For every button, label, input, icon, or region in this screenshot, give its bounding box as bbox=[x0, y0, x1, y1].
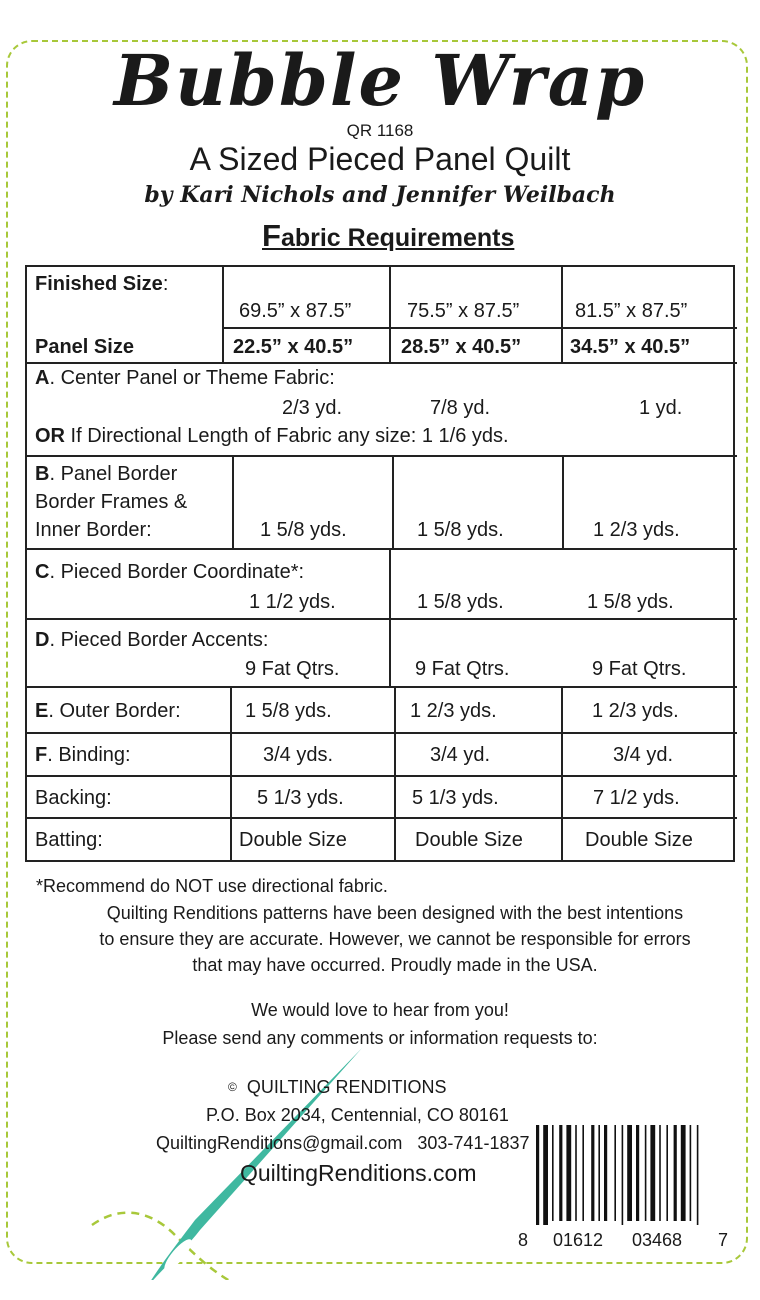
barcode-bar bbox=[582, 1125, 584, 1221]
batting-label: Batting: bbox=[35, 829, 103, 851]
row-e-2: 1 2/3 yds. bbox=[410, 700, 497, 722]
row-d-3: 9 Fat Qtrs. bbox=[592, 658, 687, 680]
barcode-bar bbox=[552, 1125, 554, 1221]
row-a-or: OR If Directional Length of Fabric any size: 1 1/6 yds. bbox=[35, 425, 509, 447]
backing-3: 7 1/2 yds. bbox=[593, 787, 680, 809]
row-b-1: 1 5/8 yds. bbox=[260, 519, 347, 541]
panel-size-2: 28.5” x 40.5” bbox=[401, 336, 522, 358]
barcode-bar bbox=[559, 1125, 562, 1221]
row-a-2: 7/8 yd. bbox=[430, 397, 491, 419]
row-f-1: 3/4 yds. bbox=[263, 744, 334, 766]
row-d-label: D. Pieced Border Accents: bbox=[35, 629, 269, 651]
website-link[interactable]: QuiltingRenditions.com bbox=[240, 1160, 477, 1186]
pattern-subtitle: A Sized Pieced Panel Quilt bbox=[189, 141, 571, 177]
finished-size-3: 81.5” x 87.5” bbox=[575, 300, 688, 322]
barcode-bar bbox=[666, 1125, 668, 1221]
panel-size-3: 34.5” x 40.5” bbox=[570, 336, 691, 358]
barcode bbox=[530, 1125, 730, 1227]
backing-label: Backing: bbox=[35, 787, 112, 809]
barcode-bar bbox=[543, 1125, 548, 1225]
barcode-digit: 03468 bbox=[632, 1230, 683, 1250]
panel-size-1: 22.5” x 40.5” bbox=[233, 336, 354, 358]
row-d-1: 9 Fat Qtrs. bbox=[245, 658, 340, 680]
pattern-authors: by Kari Nichols and Jennifer Weilbach bbox=[144, 182, 616, 208]
barcode-bar bbox=[674, 1125, 677, 1221]
batting-3: Double Size bbox=[585, 829, 693, 851]
row-a-1: 2/3 yd. bbox=[282, 397, 343, 419]
row-f-label: F. Binding: bbox=[35, 744, 131, 766]
disclaimer-line: that may have occurred. Proudly made in the USA. bbox=[192, 955, 598, 975]
barcode-bar bbox=[681, 1125, 686, 1221]
barcode-bar bbox=[636, 1125, 639, 1221]
contact-invite: We would love to hear from you! bbox=[251, 1000, 509, 1020]
batting-2: Double Size bbox=[415, 829, 523, 851]
section-heading bbox=[262, 218, 514, 256]
company-line: © QUILTING RENDITIONS bbox=[228, 1077, 447, 1097]
barcode-digit: 01612 bbox=[553, 1230, 604, 1250]
row-a-label: A. Center Panel or Theme Fabric: bbox=[35, 367, 335, 389]
row-b-label-3: Inner Border: bbox=[35, 519, 152, 541]
row-c-label: C. Pieced Border Coordinate*: bbox=[35, 561, 305, 583]
backing-1: 5 1/3 yds. bbox=[257, 787, 344, 809]
finished-size-1: 69.5” x 87.5” bbox=[239, 300, 352, 322]
barcode-digit: 8 bbox=[518, 1230, 529, 1250]
barcode-bar bbox=[622, 1125, 624, 1225]
row-c-2: 1 5/8 yds. bbox=[417, 591, 504, 613]
row-e-label: E. Outer Border: bbox=[35, 700, 181, 722]
barcode-bar bbox=[566, 1125, 571, 1221]
fabric-requirements-table bbox=[25, 265, 735, 862]
contact-request: Please send any comments or information requests to: bbox=[162, 1028, 598, 1048]
barcode-bar bbox=[614, 1125, 616, 1221]
barcode-bar bbox=[690, 1125, 692, 1221]
email-link[interactable]: QuiltingRenditions@gmail.com bbox=[156, 1133, 403, 1153]
row-b-label: B. Panel Border bbox=[35, 463, 178, 485]
backing-2: 5 1/3 yds. bbox=[412, 787, 499, 809]
contact-details bbox=[156, 1133, 530, 1154]
barcode-digit: 7 bbox=[718, 1230, 729, 1250]
disclaimer-line: Quilting Renditions patterns have been designed with the best intentions bbox=[106, 903, 684, 923]
barcode-bar bbox=[659, 1125, 661, 1221]
pattern-code: QR 1168 bbox=[346, 121, 414, 140]
disclaimer-line: to ensure they are accurate. However, we cannot be responsible for errors bbox=[99, 929, 691, 949]
row-d-2: 9 Fat Qtrs. bbox=[415, 658, 510, 680]
pattern-title: Bubble Wrap bbox=[113, 39, 647, 122]
row-b-label-2: Border Frames & bbox=[35, 491, 188, 513]
barcode-bar bbox=[650, 1125, 655, 1221]
heading-rest: abric Requirements bbox=[280, 224, 515, 252]
row-e-1: 1 5/8 yds. bbox=[245, 700, 332, 722]
panel-size-label: Panel Size bbox=[35, 336, 134, 358]
disclaimer bbox=[30, 900, 760, 978]
row-b-2: 1 5/8 yds. bbox=[417, 519, 504, 541]
finished-size-label: Finished Size: bbox=[35, 273, 169, 295]
row-a-3: 1 yd. bbox=[639, 397, 683, 419]
barcode-bar bbox=[697, 1125, 699, 1225]
barcode-bar bbox=[575, 1125, 577, 1221]
row-c-3: 1 5/8 yds. bbox=[587, 591, 674, 613]
row-f-3: 3/4 yd. bbox=[613, 744, 674, 766]
batting-1: Double Size bbox=[239, 829, 347, 851]
barcode-bar bbox=[536, 1125, 539, 1225]
finished-size-2: 75.5” x 87.5” bbox=[407, 300, 520, 322]
barcode-bar bbox=[627, 1125, 632, 1221]
row-f-2: 3/4 yd. bbox=[430, 744, 491, 766]
heading-initial: F bbox=[262, 218, 281, 253]
barcode-bar bbox=[604, 1125, 607, 1221]
row-c-1: 1 1/2 yds. bbox=[249, 591, 336, 613]
barcode-bar bbox=[645, 1125, 647, 1221]
directional-note: *Recommend do NOT use directional fabric. bbox=[36, 876, 388, 896]
row-e-3: 1 2/3 yds. bbox=[592, 700, 679, 722]
phone: 303-741-1837 bbox=[417, 1133, 530, 1153]
address: P.O. Box 2034, Centennial, CO 80161 bbox=[206, 1105, 509, 1125]
barcode-bar bbox=[591, 1125, 594, 1221]
row-b-3: 1 2/3 yds. bbox=[593, 519, 680, 541]
barcode-bar bbox=[598, 1125, 600, 1221]
